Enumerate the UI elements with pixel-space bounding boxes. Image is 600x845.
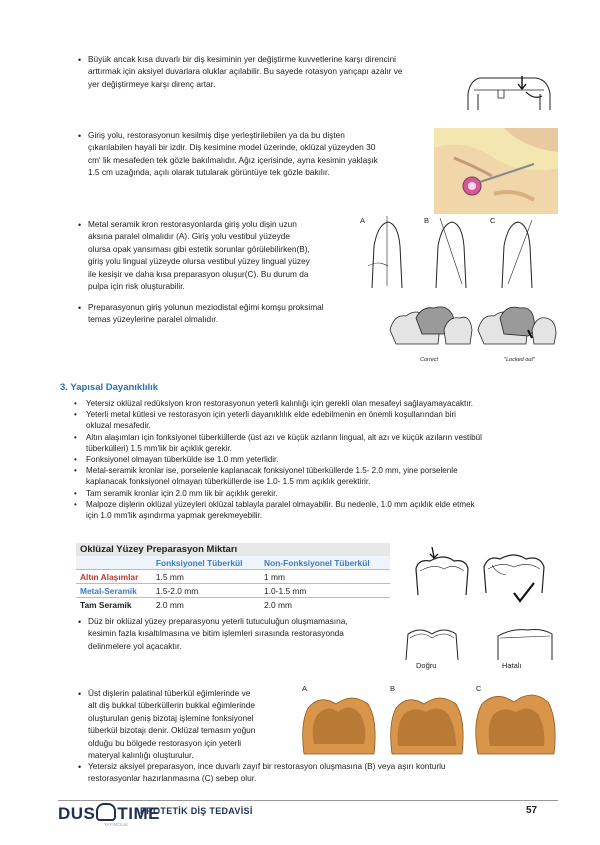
text-line: olursa opak yansıması gibi estetik sorunlar görülebilirken(B), [88, 243, 310, 254]
text-line: cm' lik mesafeden tek gözle bakılmalıdır. Ağız içerisinde, ayna kesimin yaklaşık [88, 154, 378, 165]
label-c: C [490, 216, 496, 225]
logo-dus: DUS [58, 804, 96, 823]
text-line: çıkarılabilen hayali bir izdir. Diş kesimine model üzerinde, oklüzal yüzeyden 30 [88, 142, 376, 153]
table-cell: Altın Alaşımlar [76, 570, 152, 584]
label-b: B [390, 684, 396, 693]
text-line: Metal seramik kron restorasyonlarda giriş yolu dişin uzun [88, 219, 297, 229]
table-cell: Metal-Seramik [76, 584, 152, 598]
bullet-dot: • [78, 131, 82, 141]
label-a: A [360, 216, 366, 225]
list-item: • Yetersiz oklüzal redüksiyon kron restorasyonun yeterli kalınlığı için gerekli olan mesafeyi sağlayamayacaktır. [74, 398, 558, 409]
bullet-dot: • [78, 220, 82, 230]
text-line: giriş yolu lingual yüzeyde olursa vestibul yüzey lingual yüzey [88, 256, 310, 267]
text-line: için 1.0 mm'lik aşındırma yapmak gerekmeyebilir. [86, 511, 263, 521]
text-line: kaplanacak fonksiyonel olmayan tüberküllerde ise 1.0- 1.5 mm açıklık gerektirir. [86, 477, 371, 487]
text-line: Fonksiyonel olmayan tüberkülde ise 1.0 mm yeterlidir. [86, 455, 279, 465]
text-line: tüberkül bizotajı denir. Oklüzal temasın yoğun [88, 725, 256, 736]
text-line: Yeterli metal kütlesi ve restorasyon için yeterli dayanıklılık elde edebilmenin en önemli koşullarından biri [86, 410, 456, 420]
caption-locked-out: "Locked out" [504, 357, 535, 363]
list-item: • Tam seramik kronlar için 2.0 mm lik bir açıklık gerekir. [74, 488, 558, 499]
table-header: Fonksiyonel Tüberkül [152, 556, 260, 570]
text-line: yer değiştirmeye karşı direnç artar. [88, 78, 216, 89]
text-line: arttırmak için aksiyel duvarlara oluklar açılabilir. Bu sayede rotasyon yarıçapı azalır ve [88, 66, 403, 77]
table-cell: 2.0 mm [152, 598, 260, 612]
text-line: Yetersiz oklüzal redüksiyon kron restorasyonun yeterli kalınlığı için gerekli olan mesafeyi sağlayamayacaktır. [86, 399, 474, 408]
insertion-abc-figure [358, 216, 558, 288]
table-row [76, 598, 390, 612]
text-line: tüberkülleri) 1.5 mm'lik bir açıklık gerekir. [86, 443, 232, 453]
page-number: 57 [526, 805, 538, 816]
text-line: olduğu bu bölgede restorasyon için yeterli [88, 737, 242, 748]
table-row [76, 584, 390, 598]
list-item: • Yeterli metal kütlesi ve restorasyon için yeterli dayanıklılık elde edebilmenin en önemli koşullarından biri okluzal mesafedir. [74, 409, 558, 431]
footer-divider [58, 800, 558, 801]
proximal-contact-figure [386, 300, 558, 362]
table-header: Non-Fonksiyonel Tüberkül [260, 556, 390, 570]
caption-correct: Correct [420, 357, 439, 363]
bullet-flat-occlusal [88, 615, 398, 652]
bullet-grooves [88, 53, 448, 90]
footer-title: PROTETİK DİŞ TEDAVİSİ [140, 806, 253, 816]
label-c: C [476, 684, 482, 693]
table-title: Oklüzal Yüzey Preparasyon Miktarı [76, 543, 390, 556]
text-line: alt diş bukkal tüberküllerin bukkal eğimlerinde [88, 700, 255, 711]
bullet-dot: • [78, 689, 82, 699]
text-line: kesimin fazla kısaltılmasına ve bitim işlemleri sırasında restorasyonda [88, 628, 344, 639]
text-line: oluşturulan geniş bizotaj işlemine fonksiyonel [88, 712, 254, 723]
text-line: Tam seramik kronlar için 2.0 mm lik bir açıklık gerekir. [86, 488, 278, 498]
axial-prep-abc-figure [296, 684, 560, 756]
bullet-mesiodistal [88, 301, 378, 326]
section-title: 3. Yapısal Dayanıklılık [60, 382, 159, 393]
text-line: Metal-seramik kronlar ise, porselenle kaplanacak fonksiyonel tüberküllerde 1.5- 2.0 mm, yine porselenle [86, 466, 458, 476]
occlusal-prep-table [76, 543, 390, 611]
bullet-path-of-insertion [88, 129, 424, 179]
bullet-dot: • [78, 617, 82, 627]
text-line: Altın alaşımları için fonksiyonel tüberküllerde (üst azı ve küçük azıların lingual, alt azı ve küçük azıların vestibül [86, 432, 482, 442]
occlusal-check-figure [410, 545, 560, 603]
bullet-metal-ceramic-path [88, 218, 354, 292]
table-row [76, 570, 390, 584]
table-cell: 1 mm [260, 570, 390, 584]
text-line: Üst dişlerin palatinal tüberkül eğimlerinde ve [88, 688, 251, 698]
text-line: Büyük ancak kısa duvarlı bir diş kesiminin yer değiştirme kuvvetlerine karşı direncini [88, 54, 397, 64]
logo-time: TIME [117, 804, 161, 823]
bullet-dot: • [78, 55, 82, 65]
text-line: aksına paralel olmalıdır (A). Giriş yolu vestibul yüzeyde [88, 231, 290, 242]
text-line: pulpa için risk oluşturabilir. [88, 281, 185, 292]
label-b: B [424, 216, 430, 225]
groove-tooth-figure [464, 70, 556, 114]
label-a: A [302, 684, 308, 693]
tooth-icon [96, 803, 116, 821]
table-header [76, 556, 152, 570]
text-line: Preparasyonun giriş yolunun meziodistal eğimi komşu proksimal [88, 302, 324, 312]
list-item: • Malpoze dişlerin oklüzal yüzeyleri oklüzal tablayla paralel olmayabilir. Bu nedenle, 1.0 mm açıklık elde etmek için 1.0 mm'lik aşındırma yapmak gerekmeyebilir. [74, 499, 558, 521]
text-line: delinmelere yol açacaktır. [88, 640, 182, 651]
text-line: Yetersiz aksiyel preparasyon, ince duvarlı zayıf bir restorasyon oluşmasına (B) veya aşırı konturlu [88, 761, 446, 771]
text-line: 1.5 cm uzağında, açılı olarak tutularak görüntüye tek gözle bakılır. [88, 167, 330, 178]
table-cell: 1.5-2.0 mm [152, 584, 260, 598]
bullet-functional-bevel [88, 687, 284, 761]
table-cell: 1.5 mm [152, 570, 260, 584]
text-line: okluzal mesafedir. [86, 421, 151, 431]
list-item: • Metal-seramik kronlar ise, porselenle kaplanacak fonksiyonel tüberküllerde 1.5- 2.0 mm, yine porselenle kaplanacak fonksiyonel olmayan tüberküllerde ise 1.0- 1.5 mm açıklık gerektirir. [74, 465, 558, 487]
table-cell: 2.0 mm [260, 598, 390, 612]
bullet-dot: • [78, 762, 82, 772]
mirror-inspection-photo [434, 128, 558, 214]
text-line: restorasyonlar hazırlanmasına (C) sebep olur. [88, 773, 257, 784]
text-line: Düz bir oklüzal yüzey preparasyonu yeterli tutuculuğun oluşmamasına, [88, 616, 348, 626]
caption-dogru: Doğru [416, 661, 437, 670]
flat-occlusal-figure [402, 624, 558, 660]
text-line: materyal kalınlığı oluşturulur. [88, 750, 194, 761]
text-line: Giriş yolu, restorasyonun kesilmiş dişe yerleştirilebilen ya da bu dişten [88, 130, 345, 140]
text-line: ile kesişir ve daha kısa preparasyon oluşur(C). Bu durum da [88, 268, 309, 279]
text-line: Malpoze dişlerin oklüzal yüzeyleri oklüzal tablayla paralel olmayabilir. Bu nedenle, 1.0 mm açıklık elde etmek [86, 499, 475, 509]
section-bullet-list [74, 398, 558, 521]
text-line: temas yüzeylerine paralel olmalıdır. [88, 314, 219, 325]
list-item: • Fonksiyonel olmayan tüberkülde ise 1.0 mm yeterlidir. [74, 454, 558, 465]
caption-hatali: Hatalı [502, 661, 522, 670]
logo-subtitle: YAYINCILIK [104, 822, 129, 827]
table-cell: Tam Seramik [76, 598, 152, 612]
list-item: • Altın alaşımları için fonksiyonel tüberküllerde (üst azı ve küçük azıların lingual, alt azı ve küçük azıların vestibül tüberkülleri) 1.5 mm'lik bir açıklık gerekir. [74, 432, 558, 454]
table-cell: 1.0-1.5 mm [260, 584, 390, 598]
bullet-axial-prep [88, 760, 558, 785]
bullet-dot: • [78, 303, 82, 313]
